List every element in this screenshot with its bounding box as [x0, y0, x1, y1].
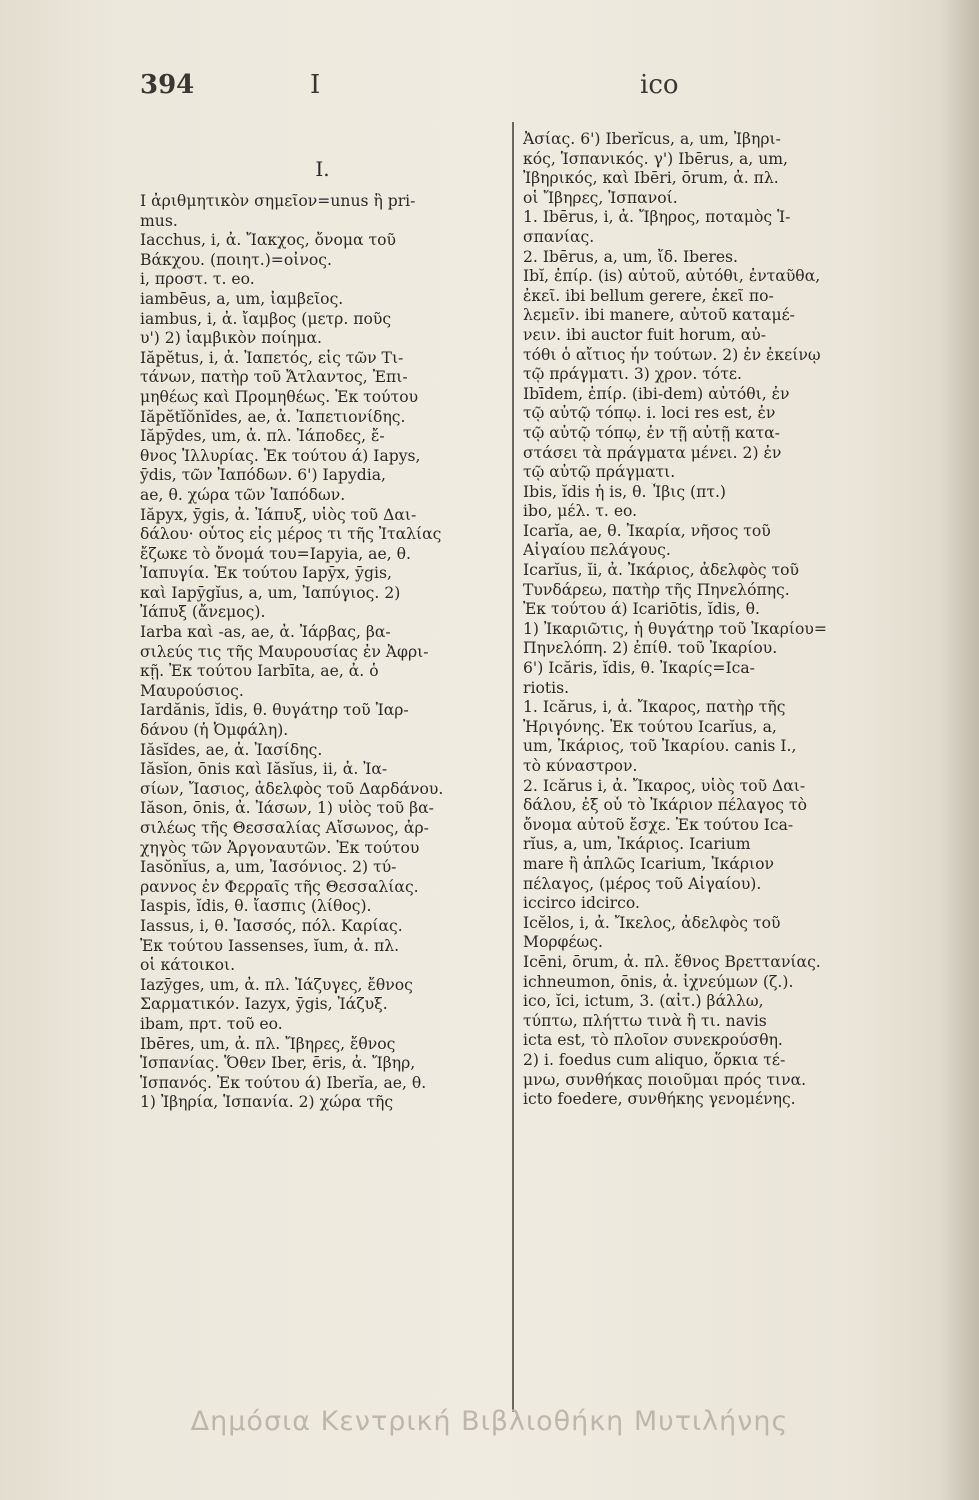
left-column-line: Ἰάπυξ (ἄνεμος).	[140, 603, 266, 622]
right-column-line: τῷ αὐτῷ τόπῳ. i. loci res est, ἐν	[523, 404, 776, 423]
left-column-line: i, προστ. τ. eo.	[140, 270, 255, 289]
left-column-line: δάνου (ἡ Ὀμφάλη).	[140, 721, 289, 740]
right-column-line: Ibĭ, ἐπίρ. (is) αὐτοῦ, αὐτόθι, ἐνταῦθα,	[523, 267, 821, 286]
left-column-line: Iăsĭdes, ae, ἀ. Ἰασίδης.	[140, 740, 323, 759]
right-column-line: Icēni, ōrum, ἀ. πλ. ἔθνος Βρεττανίας.	[523, 952, 821, 971]
right-column-line: τύπτω, πλήττω τινὰ ἢ τι. navis	[523, 1011, 767, 1030]
left-column-line: καὶ Iapȳgĭus, a, um, Ἰαπύγιος. 2)	[140, 583, 401, 602]
left-column-line: δάλου· οὗτος εἰς μέρος τι τῆς Ἰταλίας	[140, 525, 442, 544]
left-column-line: ραννος ἐν Φερραῖς τῆς Θεσσαλίας.	[140, 877, 419, 896]
left-column-line: Iasŏnĭus, a, um, Ἰασόνιος. 2) τύ-	[140, 858, 397, 877]
left-column-line: Ἱσπανίας. Ὅθεν Iber, ēris, ἀ. Ἴβηρ,	[140, 1054, 416, 1073]
left-column-line: Iăsĭon, ōnis καὶ Iăsĭus, ii, ἀ. Ἰα-	[140, 760, 388, 779]
left-column-line: κῇ. Ἐκ τούτου Iarbīta, ae, ἀ. ὁ	[140, 662, 379, 681]
left-column-line: Μαυρούσιος.	[140, 681, 244, 700]
left-column-line: ἔζωκε τὸ ὄνομά του=Iapyia, ae, θ.	[140, 544, 411, 563]
right-column-line: τῷ πράγματι. 3) χρον. τότε.	[523, 365, 742, 384]
right-column-line: Icarĭus, ĭi, ἀ. Ἰκάριος, ἀδελφὸς τοῦ	[523, 561, 800, 580]
right-column-line: Ibīdem, ἐπίρ. (ibi-dem) αὐτόθι, ἐν	[523, 384, 790, 403]
right-column-line: Αἰγαίου πελάγους.	[523, 541, 671, 560]
left-column-line: Ibēres, um, ἀ. πλ. Ἴβηρες, ἔθνος	[140, 1034, 396, 1053]
right-column-line: 2) i. foedus cum aliquo, ὅρκια τέ-	[523, 1050, 786, 1069]
left-column-line: Ἱσπανός. Ἐκ τούτου ά) Iberĭa, ae, θ.	[140, 1073, 427, 1092]
left-column-line: σιλέως τῆς Θεσσαλίας Αἴσωνος, ἀρ-	[140, 819, 429, 837]
left-column-line: χηγὸς τῶν Ἀργοναυτῶν. Ἐκ τούτου	[140, 838, 420, 857]
left-column-line: Βάκχου. (ποιητ.)=οἶνος.	[140, 250, 332, 269]
left-column-line: Iăson, ōnis, ἀ. Ἰάσων, 1) υἱὸς τοῦ βα-	[140, 799, 434, 818]
right-column-line: Μορφέως.	[523, 933, 603, 952]
left-column-line: Σαρματικόν. Iazyx, ȳgis, Ἰάζυξ.	[140, 995, 388, 1014]
left-column	[140, 130, 505, 1113]
left-column-line: υ') 2) ἰαμβικὸν ποίημα.	[140, 329, 322, 348]
left-column-line: Ἐκ τούτου Iassenses, ĭum, ἀ. πλ.	[140, 936, 400, 955]
left-column-line: Iazȳges, um, ἀ. πλ. Ἰάζυγες, ἔθνος	[140, 975, 413, 994]
left-column-line: Iăpȳdes, um, ἀ. πλ. Ἰάποδες, ἔ-	[140, 427, 385, 446]
right-column-line: icto foedere, συνθήκης γενομένης.	[523, 1090, 796, 1109]
page-header	[140, 70, 860, 120]
left-column-line: 1) Ἰβηρία, Ἱσπανία. 2) χώρα τῆς	[140, 1093, 394, 1112]
left-column-line: ȳdis, τῶν Ἰαπόδων. 6') Iapydia,	[140, 466, 386, 485]
left-column-line: Ἰαπυγία. Ἐκ τούτου Iapȳx, ȳgis,	[140, 564, 392, 583]
right-column-line: μνω, συνθήκας ποιοῦμαι πρός τινα.	[523, 1070, 807, 1089]
section-letter: I	[310, 70, 321, 100]
left-column-line: Iăpĕtĭŏnĭdes, ae, ἀ. Ἰαπετιονίδης.	[140, 407, 406, 426]
right-column-line: iccirco idcirco.	[523, 894, 640, 913]
right-column-line: τῷ αὐτῷ πράγματι.	[523, 463, 676, 482]
left-column-line: ae, θ. χώρα τῶν Ἰαπόδων.	[140, 485, 346, 504]
right-column-line: 6') Icăris, ĭdis, θ. Ἰκαρίς=Ica-	[523, 659, 755, 678]
left-column-line: Iassus, i, θ. Ἰασσός, πόλ. Καρίας.	[140, 916, 403, 935]
right-column-line: ἐκεῖ. ibi bellum gerere, ἐκεῖ πο-	[523, 286, 774, 305]
left-column-line: Iardănis, ĭdis, θ. θυγάτηρ τοῦ Ἰαρ-	[140, 701, 409, 720]
right-column-line: ico, ĭci, ictum, 3. (αἰτ.) βάλλω,	[523, 992, 764, 1011]
right-column-line: riotis.	[523, 678, 570, 697]
right-column-line: λεμεῖν. ibi manere, αὐτοῦ καταμέ-	[523, 306, 795, 325]
left-column-line: Iacchus, i, ἀ. Ἴακχος, ὄνομα τοῦ	[140, 231, 396, 250]
right-column-line: τόθι ὁ αἴτιος ἦν τούτων. 2) ἐν ἐκείνῳ	[523, 345, 821, 364]
left-column-line: σίων, Ἴασιος, ἀδελφὸς τοῦ Δαρδάνου.	[140, 779, 444, 798]
right-column-line: mare ἢ ἁπλῶς Icarium, Ἰκάριον	[523, 854, 775, 873]
right-column-line: Ibis, ĭdis ἡ is, θ. Ἶβις (πτ.)	[523, 482, 727, 501]
right-column-line: 1. Ibērus, i, ἀ. Ἴβηρος, ποταμὸς Ἱ-	[523, 208, 791, 227]
library-watermark: Δημόσια Κεντρική Βιβλιοθήκη Μυτιλήνης	[190, 1406, 789, 1437]
left-column-line: θνος Ἰλλυρίας. Ἐκ τούτου ά) Iapys,	[140, 446, 421, 465]
right-column-line: πέλαγος, (μέρος τοῦ Αἰγαίου).	[523, 874, 762, 893]
left-column-line: iambus, i, ἀ. ἴαμβος (μετρ. ποῦς	[140, 309, 392, 328]
right-column-line: ὄνομα αὐτοῦ ἔσχε. Ἐκ τούτου Ica-	[523, 815, 794, 834]
right-column-line: 1. Icărus, i, ἀ. Ἴκαρος, πατὴρ τῆς	[523, 698, 786, 717]
column-divider	[512, 122, 514, 1412]
right-column-line: τὸ κύναστρον.	[523, 757, 638, 775]
right-column-line: οἱ Ἴβηρες, Ἱσπανοί.	[523, 188, 678, 207]
right-column-line: Ἀσίας. 6') Iberĭcus, a, um, Ἰβηρι-	[523, 130, 781, 148]
left-column-line: Iăpyx, ȳgis, ἀ. Ἰάπυξ, υἱὸς τοῦ Δαι-	[140, 505, 417, 524]
right-column-line: Ἰβηρικός, καὶ Ibēri, ōrum, ἀ. πλ.	[523, 169, 779, 188]
right-column-line: Πηνελόπη. 2) ἐπίθ. τοῦ Ἰκαρίου.	[523, 639, 778, 658]
right-column-line: ichneumon, ōnis, ἀ. ἰχνεύμων (ζ.).	[523, 972, 794, 991]
left-column-line: mus.	[140, 211, 178, 230]
left-column-line: σιλεύς τις τῆς Μαυρουσίας ἐν Ἀφρι-	[140, 642, 429, 661]
right-column-line: ibo, μέλ. τ. eo.	[523, 502, 638, 521]
right-column-line: Ἐκ τούτου ά) Icariōtis, ĭdis, θ.	[523, 600, 760, 619]
left-column-line: μηθέως καὶ Προμηθέως. Ἐκ τούτου	[140, 387, 419, 406]
page-number: 394	[140, 70, 195, 100]
left-column-line: Iaspis, ĭdis, θ. ἴασπις (λίθος).	[140, 897, 372, 916]
right-column-line: um, Ἰκάριος, τοῦ Ἰκαρίου. canis I.,	[523, 737, 797, 756]
right-column-line: Τυνδάρεω, πατὴρ τῆς Πηνελόπης.	[523, 580, 790, 599]
right-column-line: τῷ αὐτῷ τόπῳ, ἐν τῇ αὐτῇ κατα-	[523, 423, 780, 442]
right-column-line: Icarĭa, ae, θ. Ἰκαρία, νῆσος τοῦ	[523, 521, 771, 540]
left-column-line: iambēus, a, um, ἰαμβεῖος.	[140, 289, 344, 308]
left-column-line: ibam, πρτ. τοῦ eo.	[140, 1014, 283, 1033]
right-column-line: στάσει τὰ πράγματα μένει. 2) ἐν	[523, 443, 782, 462]
right-column-line: κός, Ἱσπανικός. γ') Ibērus, a, um,	[523, 149, 788, 168]
right-column-line: νειν. ibi auctor fuit horum, αὐ-	[523, 325, 767, 344]
right-column-line: δάλου, ἐξ οὗ τὸ Ἰκάριον πέλαγος τὸ	[523, 796, 807, 815]
right-column-line: σπανίας.	[523, 227, 595, 246]
left-column-line: οἱ κάτοικοι.	[140, 956, 236, 975]
right-column-line: Ἠριγόνης. Ἐκ τούτου Icarĭus, a,	[523, 717, 777, 736]
right-column-line: Icĕlos, i, ἀ. Ἴκελος, ἀδελφὸς τοῦ	[523, 913, 781, 932]
right-column-line: 1) Ἰκαριῶτις, ἡ θυγάτηρ τοῦ Ἰκαρίου=	[523, 619, 827, 638]
right-column	[523, 130, 903, 1110]
left-column-line: I.	[315, 157, 330, 181]
catchword: ico	[640, 70, 679, 100]
right-column-line: icta est, τὸ πλοῖον συνεκρούσθη.	[523, 1031, 783, 1050]
left-column-line: I ἀριθμητικὸν σημεῖον=unus ἢ pri-	[140, 192, 416, 210]
right-column-line: 2. Ibērus, a, um, ἴδ. Iberes.	[523, 247, 739, 266]
right-column-line: 2. Icărus i, ἀ. Ἴκαρος, υἱὸς τοῦ Δαι-	[523, 776, 806, 795]
right-column-line: rĭus, a, um, Ἰκάριος. Icarium	[523, 835, 751, 854]
left-column-line: Iăpĕtus, i, ἀ. Ἰαπετός, εἷς τῶν Τι-	[140, 348, 404, 367]
left-column-line: τάνων, πατὴρ τοῦ Ἄτλαντος, Ἐπι-	[140, 368, 408, 387]
left-column-line: Iarba καὶ -as, ae, ἀ. Ἰάρβας, βα-	[140, 623, 391, 642]
page-edge-shadow	[941, 0, 979, 1500]
